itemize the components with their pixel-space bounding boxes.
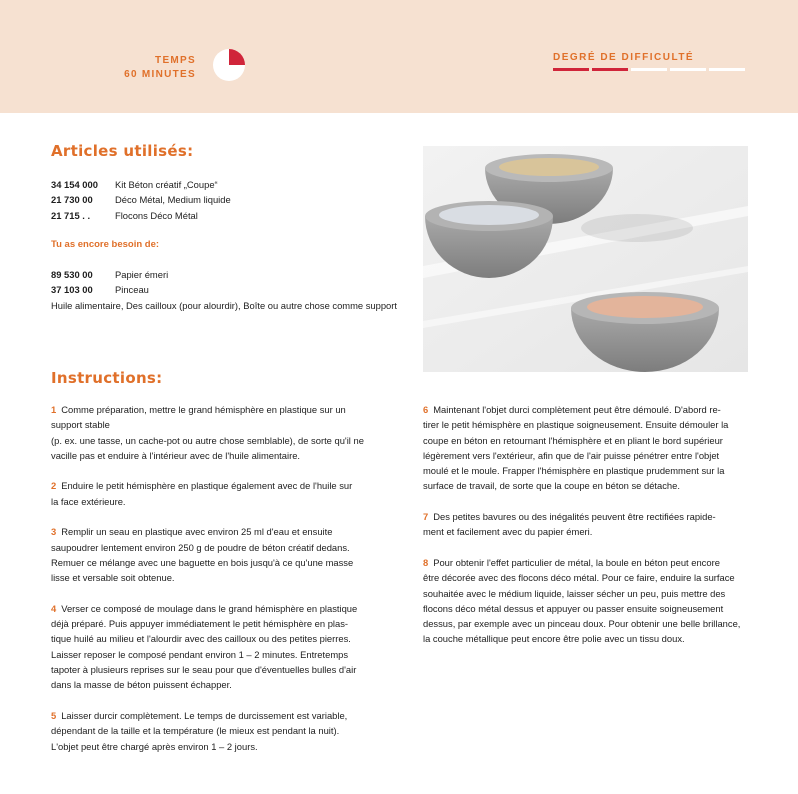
articles-title: Articles utilisés: bbox=[51, 142, 194, 160]
instruction-step bbox=[423, 402, 749, 494]
instruction-step bbox=[51, 478, 371, 509]
timer-pie-icon bbox=[212, 48, 246, 82]
step-number: 7 bbox=[423, 511, 429, 523]
difficulty-bar bbox=[592, 68, 628, 71]
article-name: Pinceau bbox=[115, 284, 149, 296]
article-row bbox=[51, 177, 421, 192]
articles-list bbox=[51, 177, 421, 313]
difficulty-meter bbox=[553, 68, 745, 71]
step-text: Laisser durcir complètement. Le temps de durcissement est variable, dépendant de la taille et la température (le mieux est pendant la nuit). L'objet peut être chargé après environ 1 – 2 jours. bbox=[51, 709, 348, 752]
article-name: Kit Béton créatif „Coupe“ bbox=[115, 179, 218, 190]
step-text: Pour obtenir l'effet particulier de métal, la boule en béton peut encore être décorée avec des flocons déco métal. Pour ce faire, enduire la surface souhaitée avec le médium liquide, laisser sécher un peu, puis mettre des flocons déco métal dessus et appuyer ou passer ensuite soigneusement dessus, par exemple avec un pinceau doux. Pour obtenir une belle brillance, la couche métallique peut encore être polie avec un tissu doux. bbox=[423, 556, 741, 645]
step-number: 3 bbox=[51, 526, 57, 538]
step-number: 1 bbox=[51, 404, 57, 415]
article-number: 21 730 00 bbox=[51, 194, 93, 206]
difficulty-bar bbox=[631, 68, 667, 71]
article-row bbox=[51, 208, 421, 223]
extra-supplies: Huile alimentaire, Des cailloux (pour alourdir), Boîte ou autre chose comme support bbox=[51, 299, 397, 311]
step-number: 8 bbox=[423, 556, 429, 568]
step-number: 5 bbox=[51, 709, 57, 721]
instruction-step bbox=[51, 524, 371, 585]
instructions-left-column bbox=[51, 402, 371, 769]
step-number: 2 bbox=[51, 480, 57, 492]
instruction-step bbox=[51, 402, 371, 463]
step-text: Des petites bavures ou des inégalités peuvent être rectifiées rapide- ment et facilement avec du papier émeri. bbox=[423, 511, 716, 538]
article-row bbox=[51, 282, 421, 297]
instruction-step bbox=[423, 509, 749, 540]
step-text: Maintenant l'objet durci complètement peut être démoulé. D'abord re- tirer le petit hémisphère en plastique soigneusement. Ensuite démouler la coupe en béton en retournant l'hémisphère et en pliant le bord supérieur légèrement vers l'extérieur, afin que de l'air puisse pénétrer entre l'objet moulé et le moule. Frapper l'hémisphère en plastique prudemment sur la surface de travail, de sorte que la coupe en béton se détache. bbox=[423, 404, 729, 492]
step-text: Verser ce composé de moulage dans le grand hémisphère en plastique déjà préparé. Puis appuyer immédiatement le petit hémisphère en plas- tique huilé au milieu et l'alourdir avec des cailloux ou des petites pierres. Laisser reposer le composé pendant environ 1 – 2 minutes. Entretemps tapoter à plusieurs reprises sur le seau pour que d'éventuelles bulles d'air dans la masse de béton puissent échapper. bbox=[51, 602, 358, 691]
step-text: Enduire le petit hémisphère en plastique également avec de l'huile sur la face extérieure. bbox=[51, 480, 353, 507]
article-number: 89 530 00 bbox=[51, 269, 93, 281]
timer-slice bbox=[229, 49, 245, 65]
time-value: 60 MINUTES bbox=[124, 69, 196, 80]
step-text: Remplir un seau en plastique avec environ 25 ml d'eau et ensuite saupoudrer lentement environ 250 g de poudre de béton créatif dedans. Remuer ce mélange avec une baguette en bois jusqu'à ce qu'une masse lisse et versable soit obtenue. bbox=[51, 526, 354, 584]
instructions-title: Instructions: bbox=[51, 369, 163, 387]
difficulty-bar bbox=[709, 68, 745, 71]
article-number: 37 103 00 bbox=[51, 284, 93, 296]
instruction-step bbox=[51, 708, 371, 754]
difficulty-bar bbox=[553, 68, 589, 71]
difficulty-bar bbox=[670, 68, 706, 71]
difficulty-label: DEGRÉ DE DIFFICULTÉ bbox=[553, 52, 695, 63]
article-row bbox=[51, 267, 421, 282]
time-label bbox=[124, 54, 196, 82]
article-name: Déco Métal, Medium liquide bbox=[115, 194, 231, 206]
article-number: 34 154 000 bbox=[51, 179, 98, 190]
article-name: Flocons Déco Métal bbox=[115, 209, 198, 221]
product-photo bbox=[423, 146, 748, 372]
article-row bbox=[51, 192, 421, 207]
time-title: TEMPS bbox=[155, 55, 196, 66]
article-number: 21 715 . . bbox=[51, 209, 91, 221]
also-needed-title: Tu as encore besoin de: bbox=[51, 238, 160, 250]
instruction-step bbox=[51, 601, 371, 693]
step-number: 4 bbox=[51, 602, 57, 614]
step-text: Comme préparation, mettre le grand hémisphère en plastique sur un support stable (p. ex. une tasse, un cache-pot ou autre chose semblable), de sorte qu'il ne vacille pas et enduire à l'intérieur avec de l'huile alimentaire. bbox=[51, 404, 364, 461]
instructions-right-column bbox=[423, 402, 749, 662]
instruction-step bbox=[423, 555, 749, 647]
article-name: Papier émeri bbox=[115, 269, 169, 281]
step-number: 6 bbox=[423, 404, 429, 415]
